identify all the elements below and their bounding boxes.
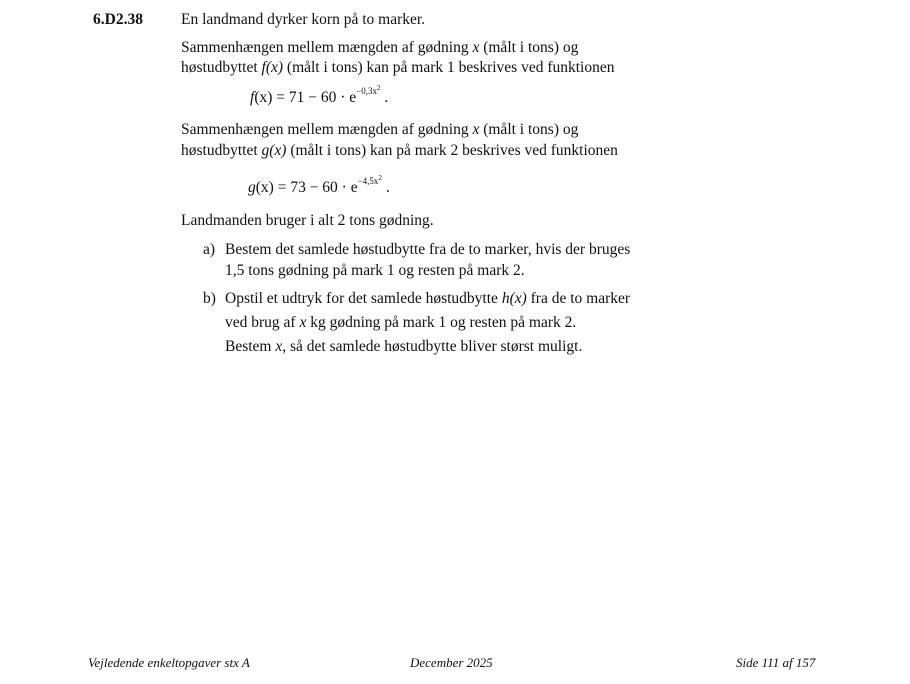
part-b-line3 (225, 338, 582, 356)
formula-g-exponent (358, 176, 382, 186)
field2-description-line1 (181, 121, 578, 139)
formula-g-exponent-text: −4,5x (357, 176, 379, 186)
field2-description-line2 (181, 142, 618, 160)
formula-g-end: . (381, 179, 390, 196)
part-b-line1 (225, 290, 630, 308)
field1-text-c: høstudbyttet (181, 59, 262, 76)
part-a-label: a) (203, 241, 216, 258)
function-g: g (261, 142, 270, 159)
total-fertilizer-text: Landmanden bruger i alt 2 tons gødning. (181, 212, 434, 229)
field2-text-c: høstudbyttet (181, 142, 262, 159)
part-b-label: b) (203, 290, 216, 307)
formula-f (250, 84, 389, 107)
part-b-text-e: Bestem (225, 338, 276, 355)
variable-x: x (299, 314, 307, 331)
task-number: 6.D2.38 (93, 11, 143, 28)
part-b-text-a: Opstil et udtryk for det samlede høstudbytte (225, 290, 502, 307)
field2-text-d: (målt i tons) kan på mark 2 beskrives ved funktionen (286, 142, 618, 159)
task-intro: En landmand dyrker korn på to marker. (181, 11, 426, 28)
part-b-text-f: , så det samlede høstudbytte bliver størst muligt. (282, 338, 583, 355)
formula-f-exponent-power: 2 (377, 84, 381, 92)
part-a-line1: Bestem det samlede høstudbytte fra de to marker, hvis der bruges (225, 241, 631, 258)
field1-text-a: Sammenhængen mellem mængden af gødning (181, 39, 473, 56)
footer-center: December 2025 (410, 655, 493, 670)
part-b-text-c: ved brug af (225, 314, 300, 331)
function-g-argument: (x) (269, 142, 287, 159)
variable-x: x (472, 39, 480, 56)
formula-g (248, 174, 390, 197)
field1-description-line1 (181, 39, 578, 57)
field2-text-a: Sammenhængen mellem mængden af gødning (181, 121, 473, 138)
function-h-argument: (x) (509, 290, 527, 307)
field1-text-b: (målt i tons) og (479, 39, 579, 56)
part-a-line2: 1,5 tons gødning på mark 1 og resten på mark 2. (225, 262, 525, 279)
formula-f-rhs: = 71 − 60 · e (272, 89, 357, 106)
function-h: h (501, 290, 510, 307)
formula-f-exponent-text: −0,3x (356, 86, 377, 96)
formula-f-exponent (356, 86, 380, 96)
formula-f-end: . (380, 89, 389, 106)
field2-text-b: (målt i tons) og (479, 121, 579, 138)
field1-description-line2 (181, 59, 614, 77)
footer-page-number: Side 111 af 157 (736, 655, 816, 670)
function-f-argument: (x) (265, 59, 284, 76)
part-b-line2 (225, 314, 576, 332)
field1-text-d: (målt i tons) kan på mark 1 beskrives ved funktionen (283, 59, 615, 76)
formula-g-exponent-power: 2 (378, 174, 382, 182)
formula-f-name: f (250, 89, 255, 106)
part-b-text-b: fra de to marker (526, 290, 631, 307)
part-b-text-d: kg gødning på mark 1 og resten på mark 2. (306, 314, 577, 331)
variable-x: x (472, 121, 480, 138)
formula-g-name: g (248, 179, 256, 196)
formula-g-rhs: = 73 − 60 · e (273, 179, 358, 196)
function-f: f (261, 59, 266, 76)
variable-x: x (275, 338, 283, 355)
formula-g-argument: (x) (255, 179, 274, 196)
formula-f-argument: (x) (254, 89, 273, 106)
footer-left: Vejledende enkeltopgaver stx A (88, 655, 250, 670)
